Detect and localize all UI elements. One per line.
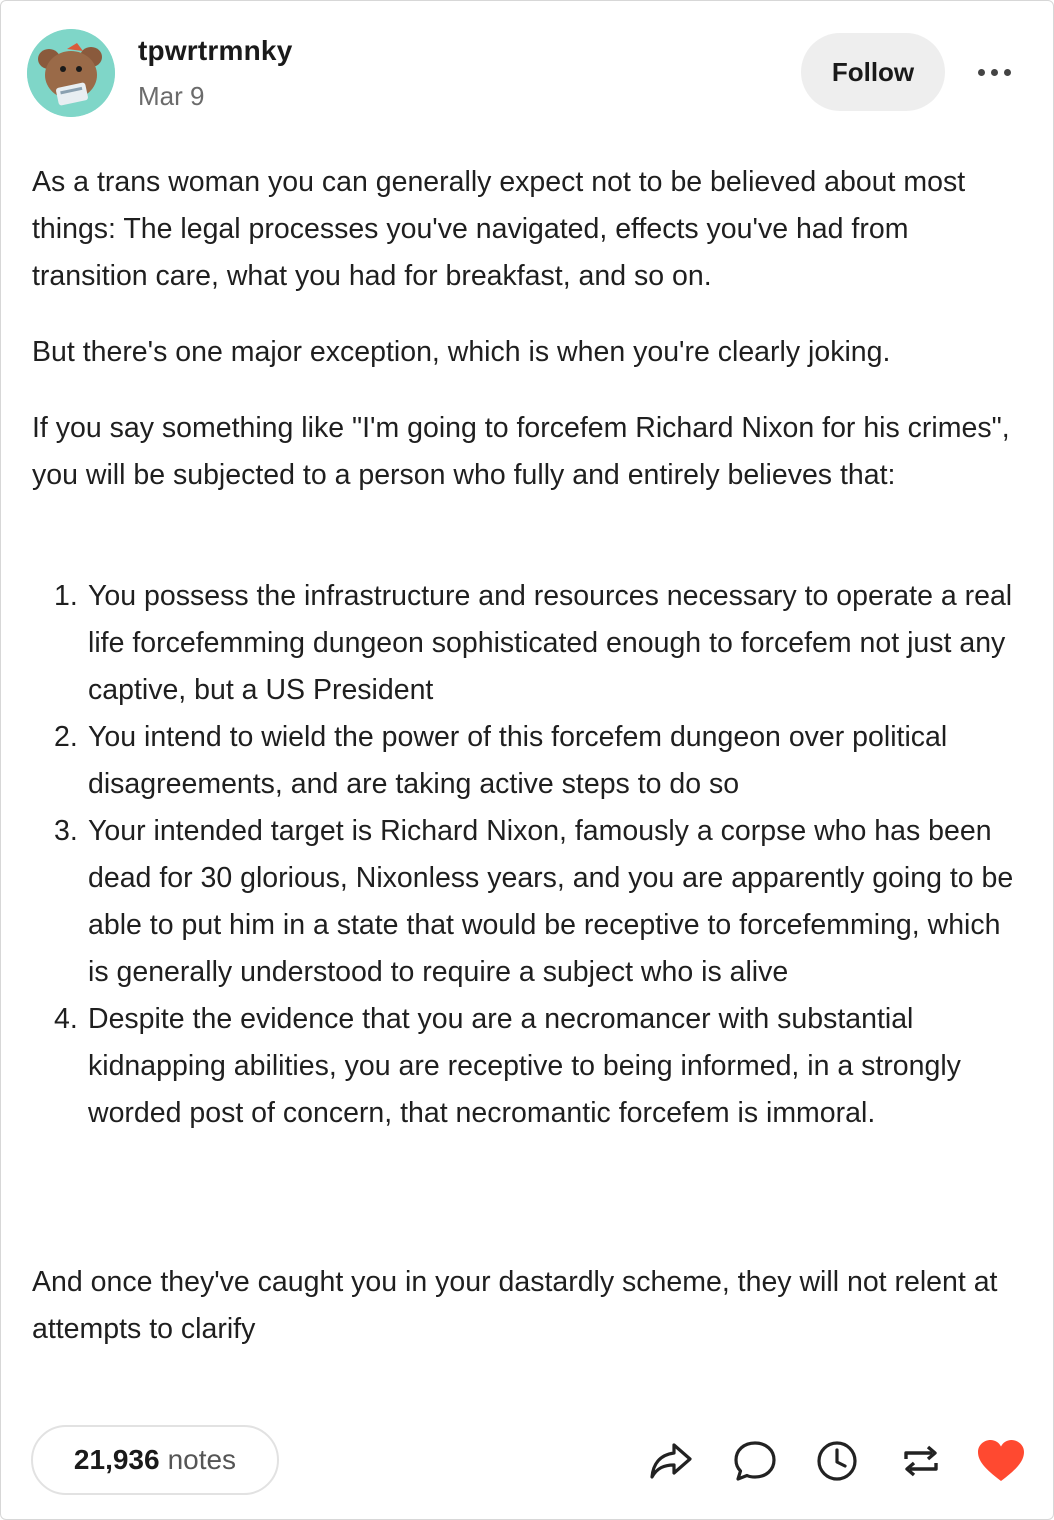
list-number: 1. (54, 580, 78, 612)
list-item (32, 714, 1022, 808)
list-item (32, 808, 1022, 996)
reply-button[interactable] (729, 1435, 781, 1487)
reblog-icon (898, 1439, 944, 1483)
notes-count: 21,936 (73, 1444, 160, 1475)
numbered-list (32, 573, 1022, 1137)
avatar-image (27, 29, 115, 117)
dot-icon (991, 69, 998, 76)
paragraph: As a trans woman you can generally expect not to be believed about most things: The legal processes you've navigated, effects you've had from transition care, what you had for breakfast, and so on. (32, 166, 966, 292)
heart-icon (975, 1437, 1027, 1485)
notes-label: notes (167, 1444, 237, 1475)
avatar[interactable] (27, 29, 115, 117)
post-date[interactable]: Mar 9 (138, 81, 205, 111)
list-item-text: Your intended target is Richard Nixon, famously a corpse who has been dead for 30 glorious, Nixonless years, and you are apparently going to be able to put him in a state that would be receptive to forcefemming, which is generally understood to require a subject who is alive (88, 815, 1014, 988)
reblog-button[interactable] (895, 1435, 947, 1487)
share-icon (648, 1439, 694, 1483)
paragraph: But there's one major exception, which is when you're clearly joking. (32, 336, 891, 368)
list-number: 2. (54, 721, 78, 753)
paragraph: If you say something like "I'm going to forcefem Richard Nixon for his crimes", you will be subjected to a person who fully and entirely believes that: (32, 412, 1010, 491)
list-item (32, 996, 1022, 1137)
dot-icon (1004, 69, 1011, 76)
share-button[interactable] (645, 1435, 697, 1487)
list-item-text: You intend to wield the power of this forcefem dungeon over political disagreements, and are taking active steps to do so (88, 721, 948, 800)
list-item-text: You possess the infrastructure and resources necessary to operate a real life forcefemming dungeon sophisticated enough to forcefem not just any captive, but a US President (88, 580, 1013, 706)
list-number: 4. (54, 1003, 78, 1035)
username[interactable]: tpwrtrmnky (138, 35, 293, 66)
clock-icon (814, 1438, 860, 1484)
reply-icon (732, 1439, 778, 1483)
schedule-button[interactable] (811, 1435, 863, 1487)
like-button[interactable] (975, 1435, 1027, 1487)
paragraph: And once they've caught you in your dastardly scheme, they will not relent at attempts to clarify (32, 1266, 998, 1345)
notes-button[interactable] (31, 1425, 279, 1495)
list-item-text: Despite the evidence that you are a necromancer with substantial kidnapping abilities, you are receptive to being informed, in a strongly worded post of concern, that necromantic forcefem is immoral. (88, 1003, 961, 1129)
list-number: 3. (54, 815, 78, 847)
follow-button[interactable]: Follow (801, 33, 945, 111)
more-options-button[interactable] (969, 57, 1019, 87)
list-item (32, 573, 1022, 714)
dot-icon (978, 69, 985, 76)
